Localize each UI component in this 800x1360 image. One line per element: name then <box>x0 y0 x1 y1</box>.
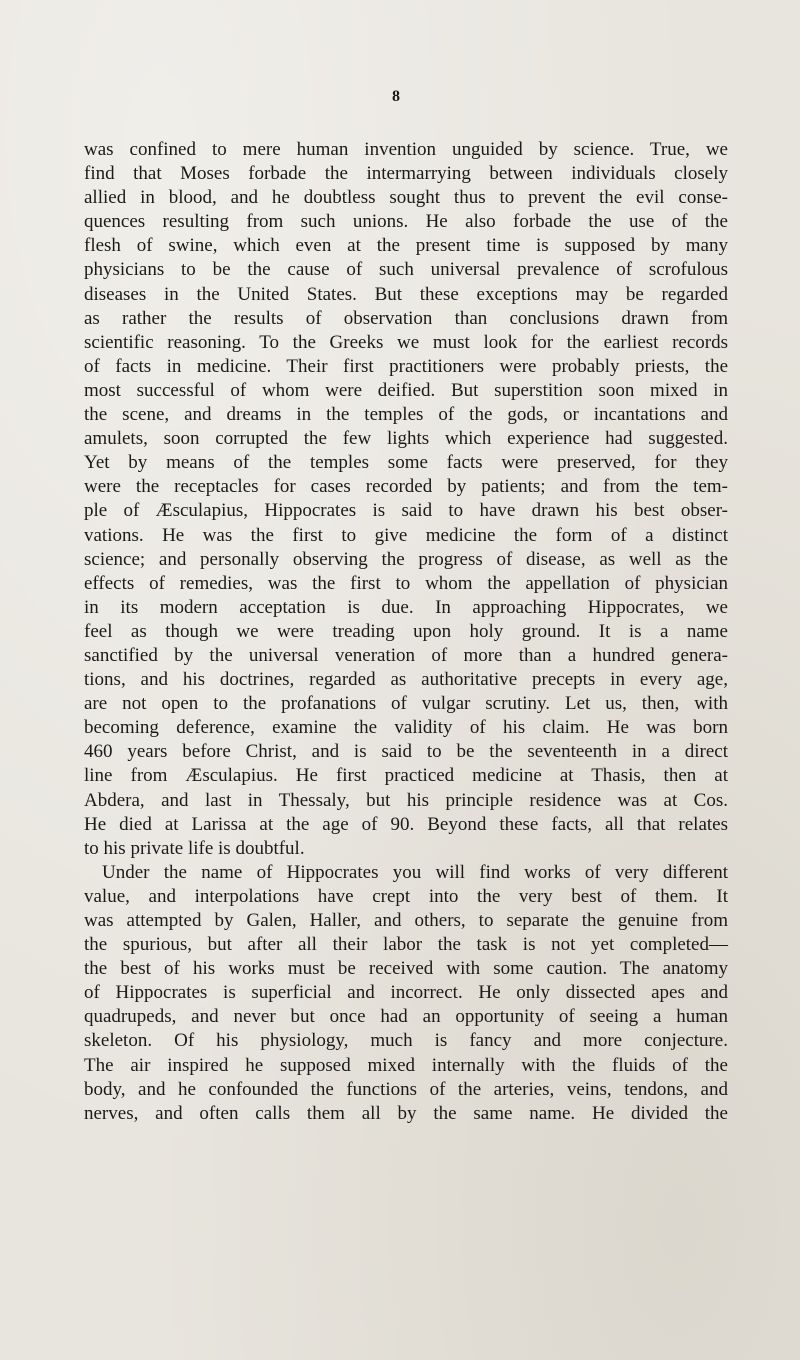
text-line: find that Moses forbade the intermarrying between individuals closely <box>84 163 728 185</box>
text-line: He died at Larissa at the age of 90. Beyond these facts, all that relates <box>84 813 728 835</box>
text-line: Under the name of Hippocrates you will find works of very different <box>102 861 728 883</box>
text-line: the scene, and dreams in the temples of the gods, or incantations and <box>84 404 728 426</box>
text-line: nerves, and often calls them all by the same name. He divided the <box>84 1102 728 1124</box>
text-line: ple of Æsculapius, Hippocrates is said to have drawn his best obser- <box>84 500 728 522</box>
text-line: The air inspired he supposed mixed internally with the fluids of the <box>84 1054 728 1076</box>
text-line: effects of remedies, was the first to whom the appellation of physician <box>84 572 728 594</box>
text-line: in its modern acceptation is due. In approaching Hippocrates, we <box>84 596 728 618</box>
text-line: feel as though we were treading upon holy ground. It is a name <box>84 620 728 642</box>
text-line: science; and personally observing the progress of disease, as well as the <box>84 548 728 570</box>
text-line: amulets, soon corrupted the few lights which experience had suggested. <box>84 428 728 450</box>
text-line: value, and interpolations have crept into the very best of them. It <box>84 885 728 907</box>
text-line: vations. He was the first to give medicine the form of a distinct <box>84 524 728 546</box>
text-line: diseases in the United States. But these exceptions may be regarded <box>84 283 728 305</box>
text-line: quadrupeds, and never but once had an opportunity of seeing a human <box>84 1006 728 1028</box>
text-line: Yet by means of the temples some facts were preserved, for they <box>84 452 728 474</box>
text-line: 460 years before Christ, and is said to be the seventeenth in a direct <box>84 741 728 763</box>
text-line: becoming deference, examine the validity of his claim. He was born <box>84 717 728 739</box>
body-text <box>84 138 728 1126</box>
text-line: sanctified by the universal veneration of more than a hundred genera- <box>84 644 728 666</box>
text-line: line from Æsculapius. He first practiced medicine at Thasis, then at <box>84 765 728 787</box>
text-line: the best of his works must be received with some caution. The anatomy <box>84 958 728 980</box>
text-line: allied in blood, and he doubtless sought thus to prevent the evil conse- <box>84 187 728 209</box>
text-line: the spurious, but after all their labor the task is not yet completed— <box>84 934 728 956</box>
text-line: was confined to mere human invention unguided by science. True, we <box>84 139 728 160</box>
page-number: 8 <box>392 88 400 105</box>
text-line: most successful of whom were deified. But superstition soon mixed in <box>84 379 728 401</box>
text-line: to his private life is doubtful. <box>84 837 305 859</box>
text-line: as rather the results of observation than conclusions drawn from <box>84 307 728 329</box>
text-line: Abdera, and last in Thessaly, but his principle residence was at Cos. <box>84 789 728 811</box>
text-line: body, and he confounded the functions of the arteries, veins, tendons, and <box>84 1078 728 1100</box>
text-line: of Hippocrates is superficial and incorrect. He only dissected apes and <box>84 982 728 1004</box>
text-line: are not open to the profanations of vulgar scrutiny. Let us, then, with <box>84 693 728 715</box>
text-line: skeleton. Of his physiology, much is fancy and more conjecture. <box>84 1030 728 1052</box>
text-line: scientific reasoning. To the Greeks we must look for the earliest records <box>84 331 728 353</box>
text-line: flesh of swine, which even at the present time is supposed by many <box>84 235 728 257</box>
text-line: quences resulting from such unions. He also forbade the use of the <box>84 211 728 233</box>
text-line: of facts in medicine. Their first practitioners were probably priests, the <box>84 355 728 377</box>
text-line: physicians to be the cause of such universal prevalence of scrofulous <box>84 259 728 281</box>
text-line: tions, and his doctrines, regarded as authoritative precepts in every age, <box>84 669 728 691</box>
text-line: was attempted by Galen, Haller, and others, to separate the genuine from <box>84 910 728 931</box>
text-line: were the receptacles for cases recorded by patients; and from the tem- <box>84 476 728 498</box>
